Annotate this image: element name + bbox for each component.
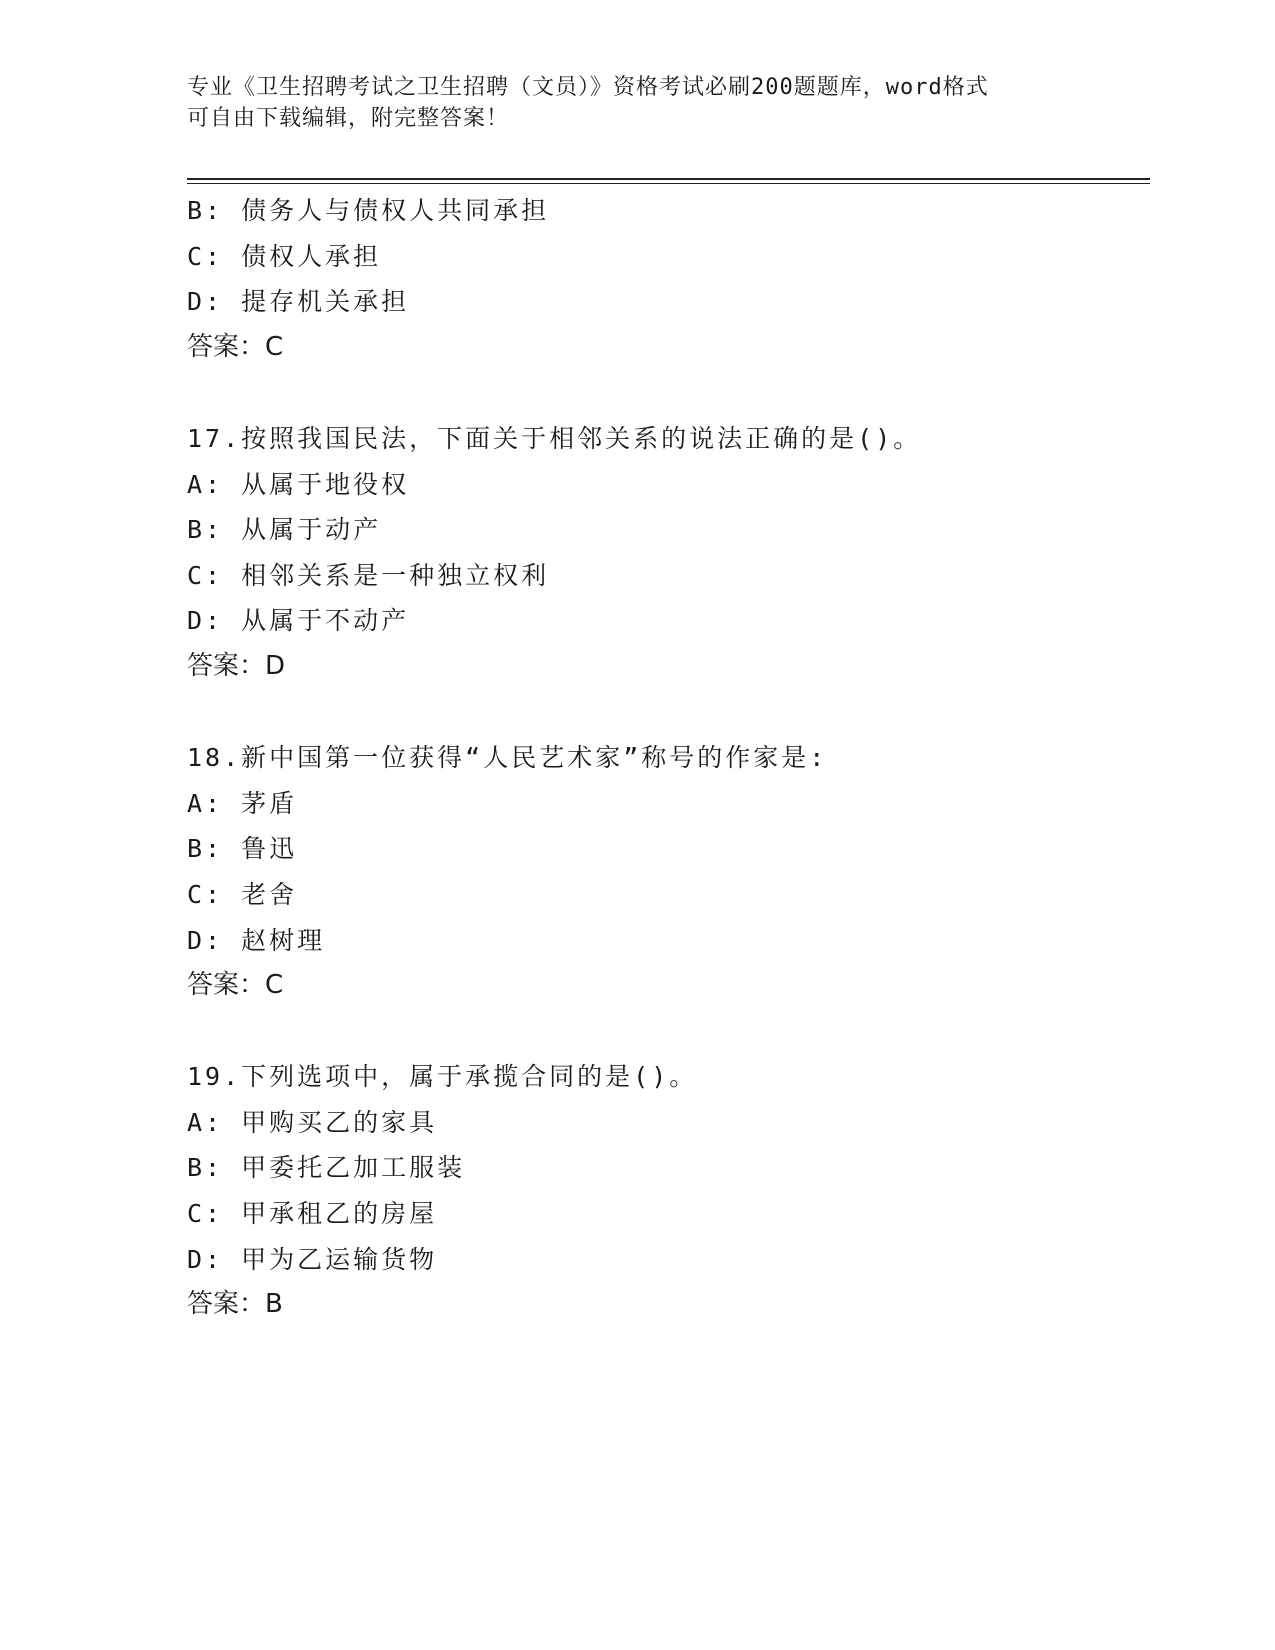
- option-d: D: 提存机关承担: [187, 287, 410, 317]
- question-block-16-partial: [187, 188, 1147, 370]
- option-c: C: 债权人承担: [187, 241, 382, 271]
- option-b: B: 债务人与债权人共同承担: [187, 196, 550, 225]
- option-c: C: 相邻关系是一种独立权利: [187, 560, 550, 590]
- question-text: 18.新中国第一位获得“人民艺术家”称号的作家是:: [187, 743, 828, 773]
- option-c: C: 老舍: [187, 879, 298, 909]
- option-d: D: 甲为乙运输货物: [187, 1244, 438, 1274]
- answer-line: 答案：C: [187, 331, 284, 362]
- option-d: D: 赵树理: [187, 925, 326, 955]
- question-content: [187, 188, 1147, 1328]
- option-d: D: 从属于不动产: [187, 606, 410, 636]
- spacer: [187, 370, 1147, 416]
- header-line-2: 可自由下载编辑，附完整答案！: [187, 106, 510, 131]
- header-divider-thin: [187, 183, 1150, 184]
- option-b: B: 鲁迅: [187, 834, 298, 864]
- header-line-1: 专业《卫生招聘考试之卫生招聘（文员）》资格考试必刷200题题库，word格式: [187, 75, 989, 100]
- option-a: A: 从属于地役权: [187, 469, 410, 499]
- option-c: C: 甲承租乙的房屋: [187, 1199, 438, 1229]
- answer-line: 答案：C: [187, 970, 284, 1001]
- answer-line: 答案：D: [187, 650, 286, 681]
- option-b: B: 从属于动产: [187, 515, 382, 545]
- question-block-17: [187, 416, 1147, 690]
- option-a: A: 茅盾: [187, 788, 298, 818]
- answer-line: 答案：B: [187, 1289, 283, 1320]
- header-divider-thick: [187, 178, 1150, 180]
- spacer: [187, 690, 1147, 736]
- page-header: [187, 72, 1067, 134]
- question-text: 19.下列选项中，属于承揽合同的是()。: [187, 1062, 698, 1092]
- spacer: [187, 1009, 1147, 1055]
- option-a: A: 甲购买乙的家具: [187, 1107, 438, 1137]
- question-block-19: [187, 1054, 1147, 1328]
- question-block-18: [187, 735, 1147, 1009]
- option-b: B: 甲委托乙加工服装: [187, 1153, 466, 1183]
- question-text: 17.按照我国民法，下面关于相邻关系的说法正确的是()。: [187, 423, 922, 453]
